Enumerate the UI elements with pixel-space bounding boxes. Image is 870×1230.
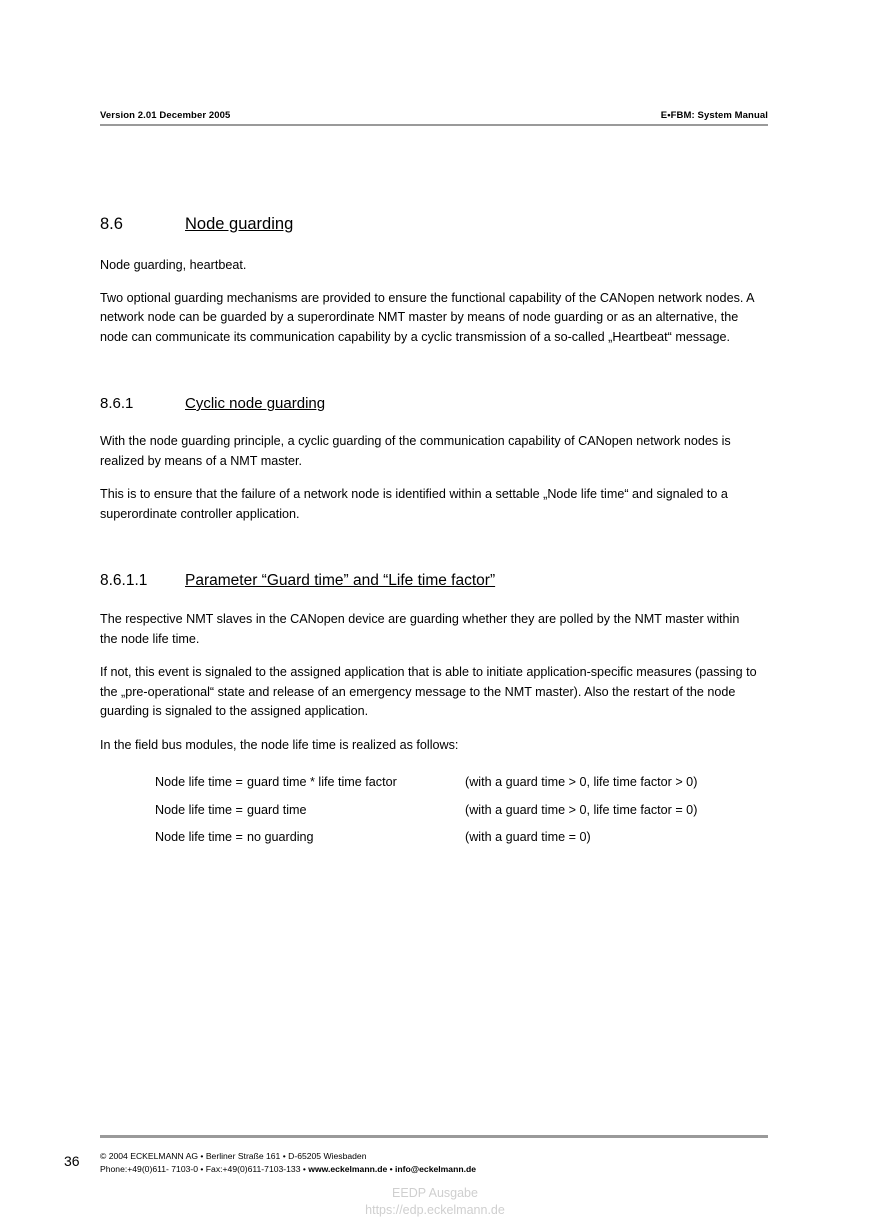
paragraph-8-6-1-1-3: In the field bus modules, the node life time is realized as follows: bbox=[100, 737, 459, 752]
heading-8-6-1-1-number: 8.6.1.1 bbox=[100, 572, 148, 589]
heading-8-6 bbox=[100, 215, 770, 234]
row-condition: (with a guard time = 0) bbox=[465, 830, 591, 844]
node-life-time-table bbox=[155, 773, 765, 856]
watermark bbox=[0, 1185, 870, 1219]
heading-8-6-1-number: 8.6.1 bbox=[100, 395, 134, 412]
page-number: 36 bbox=[64, 1153, 80, 1169]
watermark-line-2: https://edp.eckelmann.de bbox=[365, 1203, 505, 1217]
page-header bbox=[100, 110, 768, 126]
table-row bbox=[155, 801, 765, 829]
row-label: Node life time = bbox=[155, 775, 243, 789]
table-row bbox=[155, 773, 765, 801]
heading-8-6-title: Node guarding bbox=[185, 215, 294, 233]
heading-8-6-number: 8.6 bbox=[100, 215, 123, 233]
page-footer bbox=[100, 1150, 476, 1176]
paragraph-8-6-1: Node guarding, heartbeat. bbox=[100, 258, 247, 272]
paragraph-8-6-2: Two optional guarding mechanisms are provided to ensure the functional capability of the CANopen network nodes. A network node can be guarded by a superordinate NMT master by means of node guarding or as an alternative, the node can communicate its communication capability by a cyclic transmission of a so-called „Heartbeat“ message. bbox=[100, 290, 754, 344]
footer-divider bbox=[100, 1135, 768, 1138]
heading-8-6-1 bbox=[100, 395, 770, 412]
row-value: guard time bbox=[247, 802, 307, 817]
paragraph-8-6-1-2: This is to ensure that the failure of a network node is identified within a settable „Node life time“ and signaled to a superordinate controller application. bbox=[100, 487, 728, 521]
heading-8-6-1-1-title: Parameter “Guard time” and “Life time factor” bbox=[185, 572, 496, 589]
watermark-line-1: EEDP Ausgabe bbox=[392, 1186, 478, 1200]
row-label: Node life time = bbox=[155, 802, 243, 817]
row-label: Node life time = bbox=[155, 830, 243, 844]
footer-contact-web: www.eckelmann.de • info@eckelmann.de bbox=[308, 1164, 476, 1174]
header-title: E•FBM: System Manual bbox=[660, 110, 768, 121]
row-condition: (with a guard time > 0, life time factor = 0) bbox=[465, 802, 698, 817]
heading-8-6-1-title: Cyclic node guarding bbox=[185, 395, 326, 412]
footer-contact-phone: Phone:+49(0)611- 7103-0 • Fax:+49(0)611-7103-133 • bbox=[100, 1164, 309, 1174]
table-row bbox=[155, 828, 765, 856]
paragraph-8-6-1-1-1: The respective NMT slaves in the CANopen device are guarding whether they are polled by the NMT master within the node life time. bbox=[100, 612, 740, 646]
footer-copyright: © 2004 ECKELMANN AG • Berliner Straße 161 • D-65205 Wiesbaden bbox=[100, 1151, 367, 1161]
header-version: Version 2.01 December 2005 bbox=[100, 110, 231, 121]
page-content bbox=[100, 215, 770, 856]
paragraph-8-6-1-1: With the node guarding principle, a cyclic guarding of the communication capability of CANopen network nodes is realized by means of a NMT master. bbox=[100, 434, 731, 468]
footer-contact bbox=[100, 1163, 476, 1176]
row-value: no guarding bbox=[247, 830, 314, 844]
paragraph-8-6-1-1-2: If not, this event is signaled to the assigned application that is able to initiate application-specific measures (passing to the „pre-operational“ state and release of an emergency message to the NMT master). Also the restart of the node guarding is signaled to the assigned application. bbox=[100, 665, 757, 718]
heading-8-6-1-1 bbox=[100, 572, 770, 590]
row-value: guard time * life time factor bbox=[247, 775, 397, 789]
row-condition: (with a guard time > 0, life time factor > 0) bbox=[465, 775, 698, 789]
